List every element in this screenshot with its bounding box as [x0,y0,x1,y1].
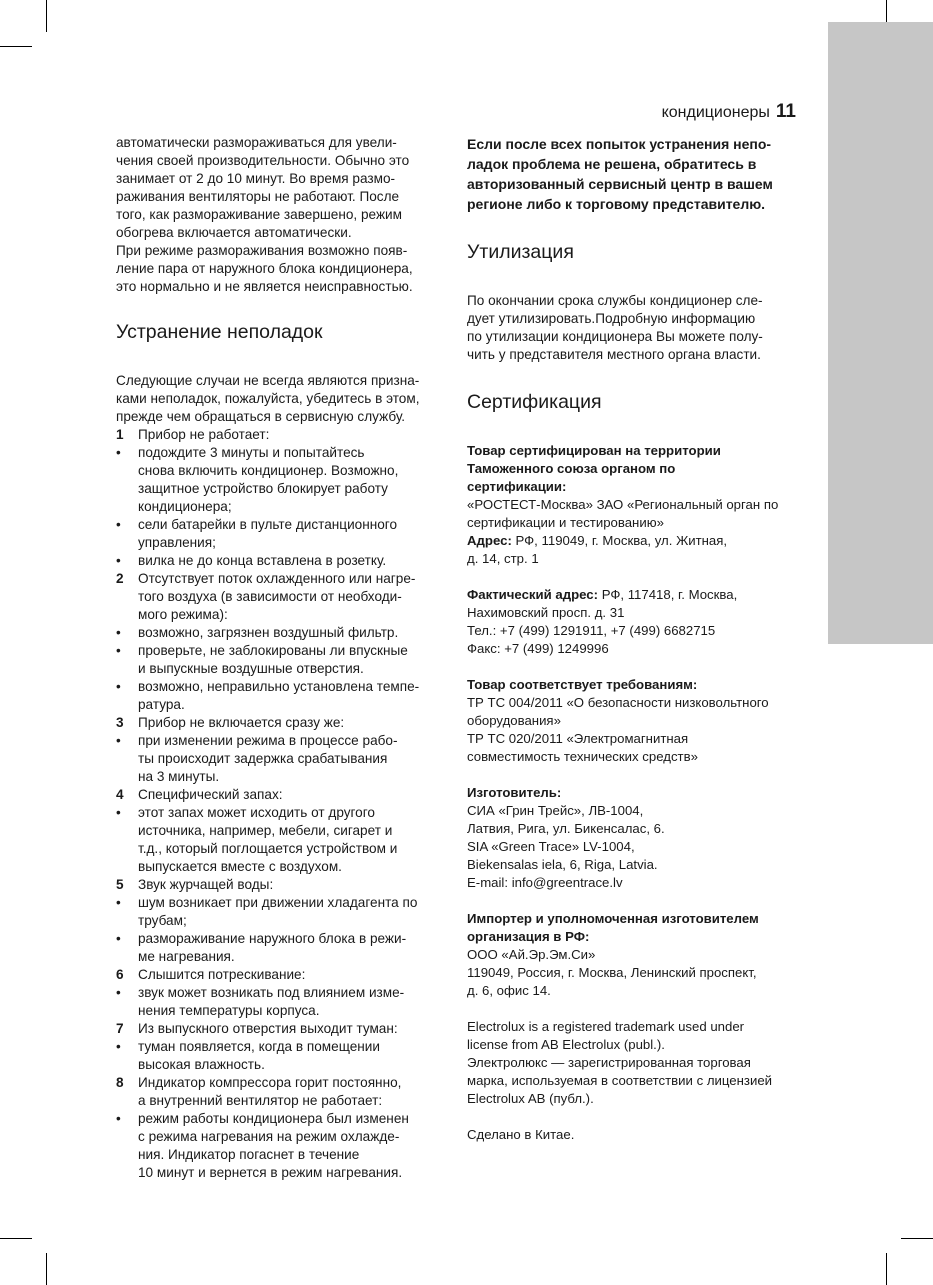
item-line: Из выпускного отверстия выходит туман: [138,1021,398,1036]
disposal-text [467,292,802,364]
text-line: Следующие случаи не всегда являются призна- [116,373,420,388]
text-line: д. 6, офис 14. [467,983,551,998]
bullet-marker: • [116,625,121,640]
item-number: 1 [116,427,124,442]
bullet-marker: • [116,553,121,568]
item-line: нения температуры корпуса. [138,1003,320,1018]
text-line: ООО «Ай.Эр.Эм.Си» [467,947,596,962]
text-line: При режиме размораживания возможно появ- [116,243,408,258]
actual-lines [467,604,802,658]
item-line: кондиционера; [138,499,232,514]
text-line: раживания вентиляторы не работают. После [116,189,400,204]
section-title: кондиционеры [661,104,770,121]
maker-label: Изготовитель: [467,785,562,800]
req-label: Товар соответствует требованиям: [467,677,698,692]
bullet-marker: • [116,985,121,1000]
bullet-marker: • [116,1039,121,1054]
address-line2: д. 14, стр. 1 [467,551,539,566]
text-line: Electrolux is a registered trademark used under [467,1019,745,1034]
bullet-item [116,516,446,552]
item-line: Звук журчащей воды: [138,877,274,892]
item-line: ме нагревания. [138,949,235,964]
item-line: Отсутствует поток охлажденного или нагре- [138,571,416,586]
importer-lines [467,946,802,1000]
text-line: СИА «Грин Трейс», ЛВ-1004, [467,803,644,818]
item-line: трубам; [138,913,187,928]
item-line: Прибор не включается сразу же: [138,715,345,730]
crop-mark [0,1238,32,1239]
item-line: звук может возникать под влиянием изме- [138,985,405,1000]
cert-bold [467,442,802,496]
numbered-item [116,1074,446,1110]
bullet-item [116,894,446,930]
address-text: РФ, 119049, г. Москва, ул. Житная, [511,533,728,548]
side-tab [828,22,933,644]
item-line: выпускается вместе с воздухом. [138,859,342,874]
item-line: источника, например, мебели, сигарет и [138,823,393,838]
text-line: Электролюкс — зарегистрированная торговая [467,1055,751,1070]
importer-label [467,910,802,946]
numbered-item [116,1020,446,1038]
item-number: 4 [116,787,124,802]
bullet-marker: • [116,1111,121,1126]
item-line: Индикатор компрессора горит постоянно, [138,1075,402,1090]
actual-text: РФ, 117418, г. Москва, [598,587,738,602]
crop-mark [901,1238,933,1239]
text-line: совместимость технических средств» [467,749,698,764]
item-line: Слышится потрескивание: [138,967,306,982]
item-line: того воздуха (в зависимости от необходи- [138,589,402,604]
text-line: Факс: +7 (499) 1249996 [467,641,609,656]
text-line: Если после всех попыток устранения непо- [467,136,772,152]
disposal-heading: Утилизация [467,241,574,263]
item-line: шум возникает при движении хладагента по [138,895,418,910]
text-line: авторизованный сервисный центр в вашем [467,176,773,192]
made-in: Сделано в Китае. [467,1127,575,1142]
item-line: т.д., который поглощается устройством и [138,841,398,856]
page-number: 11 [775,101,796,122]
item-line: а внутренний вентилятор не работает: [138,1093,383,1108]
bullet-marker: • [116,931,121,946]
item-line: размораживание наружного блока в режи- [138,931,407,946]
text-line: E-mail: info@greentrace.lv [467,875,623,890]
text-line: прежде чем обращаться в сервисную службу. [116,409,406,424]
text-line: по утилизации кондиционера Вы можете полу- [467,329,763,344]
text-line: марка, используемая в соответствии с лицензией [467,1073,773,1088]
text-line: «РОСТЕСТ-Москва» ЗАО «Региональный орган по [467,497,779,512]
text-line: того, как размораживание завершено, режим [116,207,402,222]
item-line: управления; [138,535,216,550]
text-line: ладок проблема не решена, обратитесь в [467,156,757,172]
item-line: возможно, загрязнен воздушный фильтр. [138,625,399,640]
maker-lines [467,802,802,892]
trouble-intro [116,372,446,426]
trademark-text [467,1018,802,1108]
address-label: Адрес: [467,533,512,548]
actual-label: Фактический адрес: [467,587,599,602]
item-line: мого режима): [138,607,228,622]
text-line: По окончании срока службы кондиционер сле- [467,293,763,308]
text-line: Electrolux AB (публ.). [467,1091,594,1106]
bullet-item [116,1110,446,1182]
text-line: автоматически размораживаться для увели- [116,135,397,150]
trouble-list [116,426,446,1182]
text-line: ками неполадок, пожалуйста, убедитесь в этом, [116,391,420,406]
text-line: Таможенного союза органом по [467,461,676,476]
item-line: вилка не до конца вставлена в розетку. [138,553,387,568]
item-line: Специфический запах: [138,787,283,802]
item-number: 7 [116,1021,124,1036]
bullet-item [116,678,446,714]
bullet-item [116,624,446,642]
item-line: возможно, неправильно установлена темпе- [138,679,420,694]
bullet-item [116,552,446,570]
item-line: на 3 минуты. [138,769,220,784]
item-number: 3 [116,715,124,730]
item-number: 5 [116,877,124,892]
item-line: ратура. [138,697,185,712]
text-line: Латвия, Рига, ул. Бикенсалас, 6. [467,821,665,836]
item-line: туман появляется, когда в помещении [138,1039,380,1054]
text-line: это нормально и не является неисправностью. [116,279,413,294]
bullet-marker: • [116,643,121,658]
right-column [467,134,802,1144]
text-line: сертификации: [467,479,567,494]
item-line: ты происходит задержка срабатывания [138,751,388,766]
req-lines [467,694,802,766]
bullet-marker: • [116,733,121,748]
text-line: Нахимовский просп. д. 31 [467,605,625,620]
bullet-item [116,804,446,876]
left-column [116,134,446,1182]
item-line: высокая влажность. [138,1057,265,1072]
numbered-item [116,966,446,984]
bullet-item [116,930,446,966]
text-line: ТР ТС 004/2011 «О безопасности низковольтного [467,695,769,710]
bullet-marker: • [116,445,121,460]
text-line: регионе либо к торговому представителю. [467,196,766,212]
text-line: Импортер и уполномоченная изготовителем [467,911,759,926]
item-line: 10 минут и вернется в режим нагревания. [138,1165,403,1180]
item-line: снова включить кондиционер. Возможно, [138,463,399,478]
crop-mark [46,1253,47,1285]
text-line: чения своей производительности. Обычно это [116,153,410,168]
item-line: Прибор не работает: [138,427,270,442]
item-line: и выпускные воздушные отверстия. [138,661,364,676]
text-line: оборудования» [467,713,561,728]
text-line: Тел.: +7 (499) 1291911, +7 (499) 6682715 [467,623,716,638]
numbered-item [116,570,446,624]
numbered-item [116,876,446,894]
text-line: ление пара от наружного блока кондиционера, [116,261,413,276]
numbered-item [116,426,446,444]
numbered-item [116,714,446,732]
bullet-marker: • [116,679,121,694]
crop-mark [0,46,32,47]
text-line: сертификации и тестированию» [467,515,664,530]
actual-address [467,586,802,604]
text-line: обогрева включается автоматически. [116,225,352,240]
intro-text [116,134,446,296]
bullet-item [116,1038,446,1074]
text-line: Товар сертифицирован на территории [467,443,721,458]
cert-body [467,496,802,532]
item-line: режим работы кондиционера был изменен [138,1111,409,1126]
lead-text [467,134,802,214]
bullet-marker: • [116,895,121,910]
item-line: с режима нагревания на режим охлажде- [138,1129,400,1144]
numbered-item [116,786,446,804]
item-line: ния. Индикатор погаснет в течение [138,1147,360,1162]
item-number: 8 [116,1075,124,1090]
item-line: при изменении режима в процессе рабо- [138,733,398,748]
text-line: SIA «Green Trace» LV-1004, [467,839,635,854]
item-line: этот запах может исходить от другого [138,805,375,820]
text-line: ТР ТС 020/2011 «Электромагнитная [467,731,689,746]
crop-mark [886,1253,887,1285]
item-line: проверьте, не заблокированы ли впускные [138,643,408,658]
text-line: 119049, Россия, г. Москва, Ленинский проспект, [467,965,757,980]
text-line: организация в РФ: [467,929,590,944]
bullet-item [116,642,446,678]
item-line: защитное устройство блокирует работу [138,481,388,496]
item-line: сели батарейки в пульте дистанционного [138,517,398,532]
bullet-marker: • [116,805,121,820]
text-line: license from AB Electrolux (publ.). [467,1037,665,1052]
bullet-item [116,984,446,1020]
cert-heading: Сертификация [467,391,602,413]
bullet-item [116,732,446,786]
bullet-marker: • [116,517,121,532]
text-line: чить у представителя местного органа власти. [467,347,761,362]
item-line: подождите 3 минуты и попытайтесь [138,445,365,460]
text-line: занимает от 2 до 10 минут. Во время размо- [116,171,396,186]
page-header [662,101,796,123]
item-number: 6 [116,967,124,982]
crop-mark [46,0,47,32]
bullet-item [116,444,446,516]
item-number: 2 [116,571,124,586]
text-line: Biekensalas iela, 6, Riga, Latvia. [467,857,658,872]
trouble-heading: Устранение неполадок [116,321,323,343]
address [467,532,802,550]
text-line: дует утилизировать.Подробную информацию [467,311,756,326]
